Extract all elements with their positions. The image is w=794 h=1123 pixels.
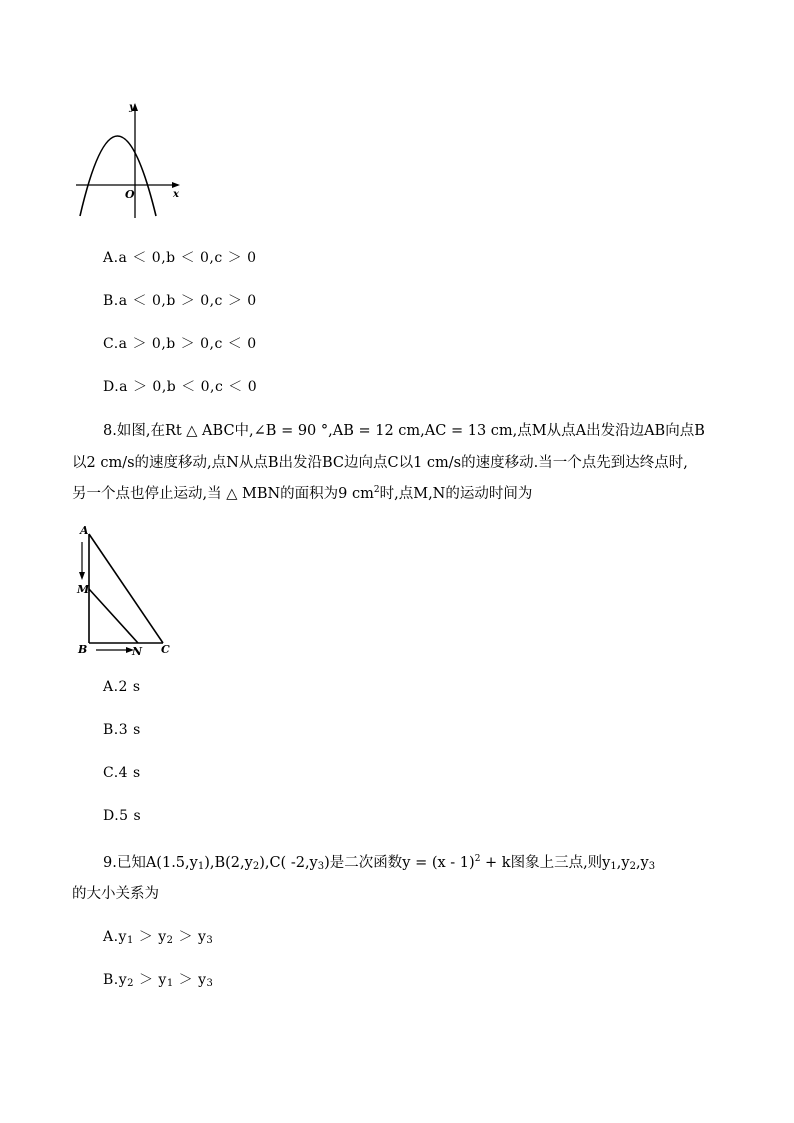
parabola-graph — [72, 98, 187, 228]
q7-option-d[interactable]: D.a ＞ 0,b ＜ 0,c ＜ 0 — [103, 379, 258, 395]
vertex-b-label: B — [78, 643, 88, 656]
y-axis-label: y — [129, 102, 135, 113]
q8-stem-line2: 以2 cm/s的速度移动,点N从点B出发沿BC边向点C以1 cm/s的速度移动.当一个点先到达终点时, — [72, 455, 688, 471]
point-m-label: M — [77, 583, 90, 596]
q9-option-b[interactable]: $B.y_2 > y_1 > y_3$ — [103, 972, 214, 989]
q9-stem-line1: 9.已知$A(1.5,y_1),B(2,y_2),C$( $-2,y_3$)是二次函数y = (x - 1)$^2$ + k图象上三点,则$y_1,y_2,y_3$ — [103, 854, 656, 872]
side-ac — [89, 534, 163, 643]
segment-mn — [89, 589, 138, 643]
origin-label: O — [125, 188, 135, 201]
triangle-figure — [72, 522, 182, 662]
q8-option-b[interactable]: B.3 s — [103, 722, 141, 738]
x-axis-label: x — [173, 189, 179, 200]
q8-stem-line3: 另一个点也停止运动,当 △ MBN的面积为9 $cm^2$时,点M,N的运动时间为 — [72, 485, 533, 502]
q7-option-a[interactable]: A.a ＜ 0,b ＜ 0,c ＞ 0 — [103, 250, 257, 266]
vertex-c-label: C — [161, 643, 170, 656]
parabola-curve — [80, 136, 156, 216]
q9-option-a[interactable]: $A.y_1 > y_2 > y_3$ — [103, 929, 214, 946]
x-axis-arrow — [172, 182, 180, 188]
point-n-label: N — [132, 645, 143, 658]
q8-option-a[interactable]: A.2 s — [103, 679, 141, 695]
arrow-down-icon — [79, 572, 85, 580]
q8-stem-line1: 8.如图,在Rt △ ABC中,∠B = 90 °,AB = 12 cm,AC = 13 cm,点M从点A出发沿边AB向点B — [103, 423, 705, 439]
q8-option-d[interactable]: D.5 s — [103, 808, 142, 824]
q8-option-c[interactable]: C.4 s — [103, 765, 141, 781]
vertex-a-label: A — [80, 524, 89, 537]
q7-option-c[interactable]: C.a ＞ 0,b ＞ 0,c ＜ 0 — [103, 336, 257, 352]
q7-option-b[interactable]: B.a ＜ 0,b ＞ 0,c ＞ 0 — [103, 293, 257, 309]
q9-stem-line2: 的大小关系为 — [72, 886, 159, 902]
